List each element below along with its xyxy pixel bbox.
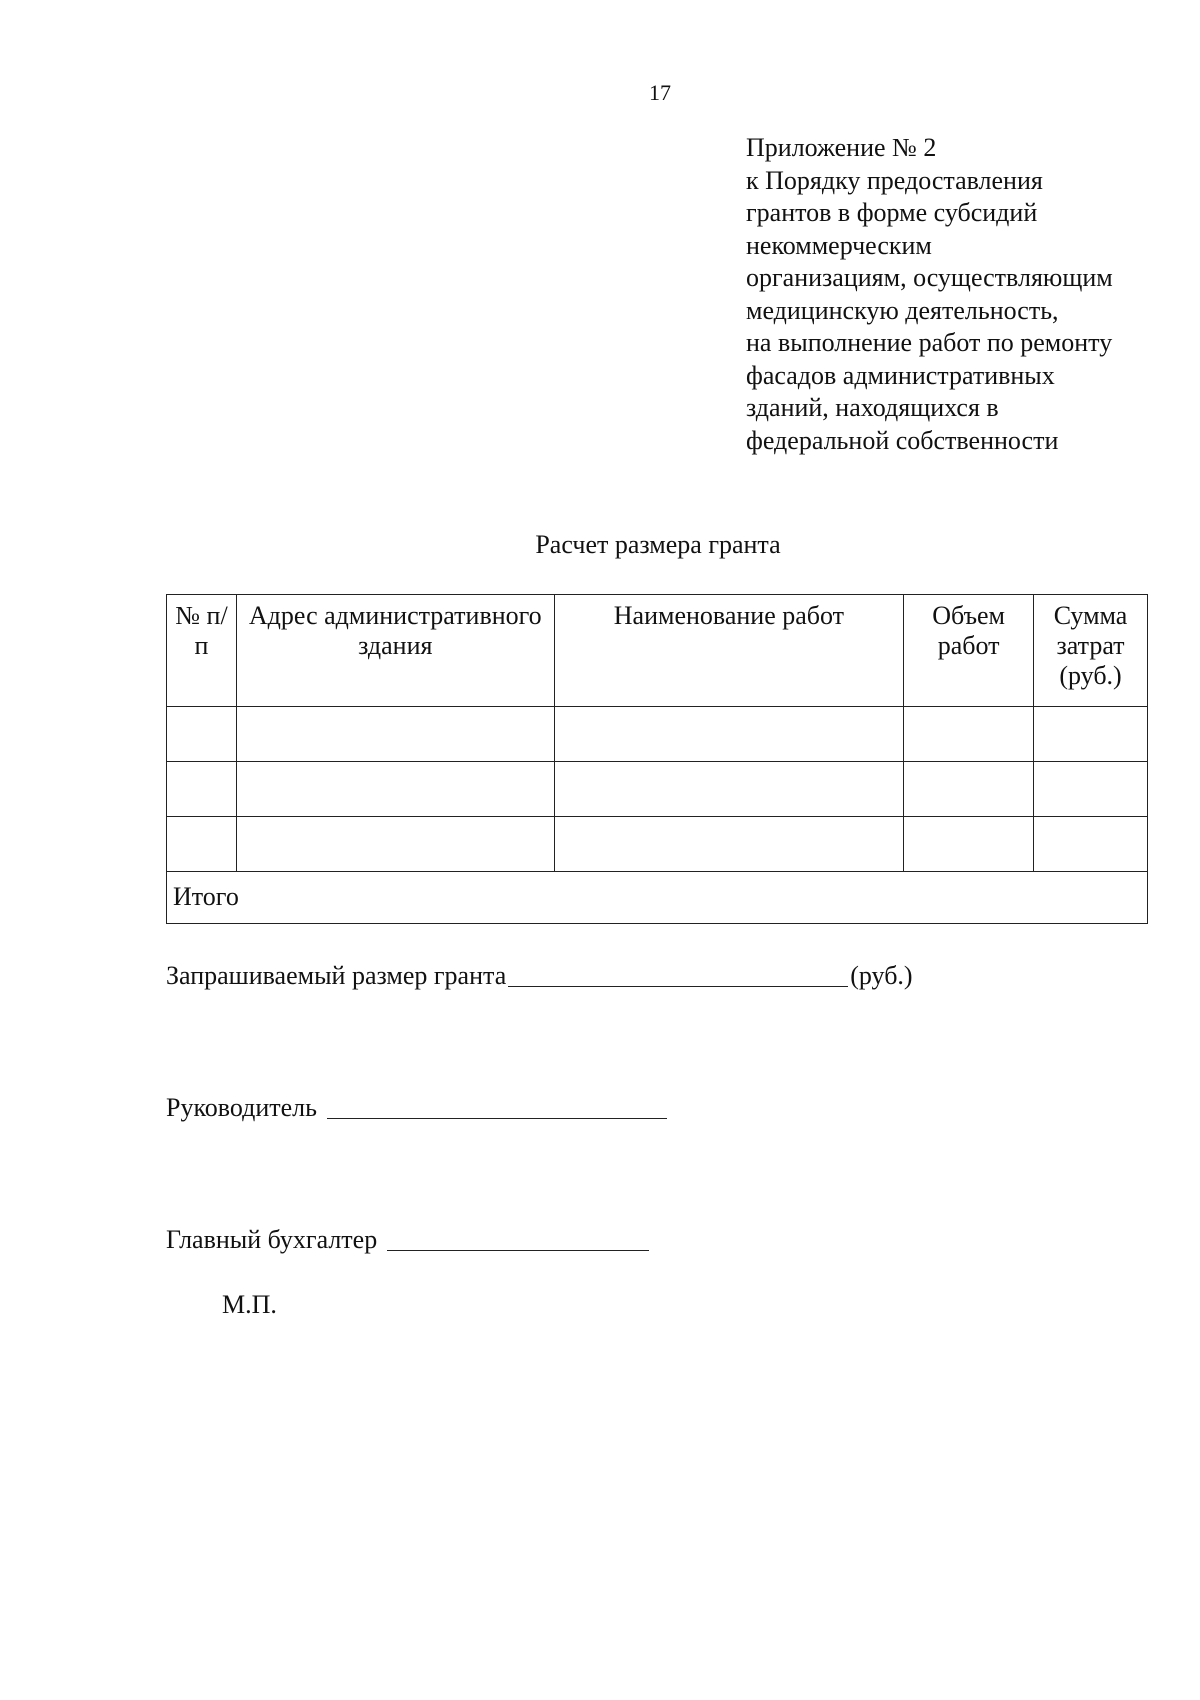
- requested-grant-field[interactable]: [508, 960, 848, 987]
- stamp-label: М.П.: [222, 1290, 277, 1319]
- table-row: [167, 707, 1148, 762]
- accountant-label: Главный бухгалтер: [166, 1225, 378, 1254]
- header-address: Адрес административного здания: [236, 595, 554, 707]
- table-cell[interactable]: [1034, 707, 1148, 762]
- document-title: Расчет размера гранта: [535, 530, 781, 559]
- appendix-line: медицинскую деятельность,: [746, 295, 1059, 325]
- table-cell[interactable]: [904, 817, 1034, 872]
- table-cell[interactable]: [554, 707, 904, 762]
- accountant-signature-field[interactable]: [387, 1224, 649, 1251]
- page-number: 17: [649, 80, 671, 105]
- table-row: [167, 762, 1148, 817]
- table-cell[interactable]: [1034, 817, 1148, 872]
- table-cell[interactable]: [236, 762, 554, 817]
- table-cell[interactable]: [1034, 762, 1148, 817]
- table-header-row: [167, 595, 1148, 707]
- table-row: [167, 817, 1148, 872]
- table-cell[interactable]: [554, 817, 904, 872]
- director-signature-line: [166, 1092, 669, 1123]
- appendix-line: на выполнение работ по ремонту: [746, 328, 1113, 357]
- table-cell[interactable]: [167, 707, 237, 762]
- table-cell[interactable]: [236, 817, 554, 872]
- table-cell[interactable]: [904, 707, 1034, 762]
- appendix-line: Приложение № 2: [746, 133, 937, 162]
- requested-grant-line: [166, 960, 913, 991]
- appendix-line: некоммерческим: [746, 230, 932, 260]
- header-work-name: Наименование работ: [554, 595, 904, 707]
- appendix-line: федеральной собственности: [746, 425, 1059, 455]
- requested-grant-label: Запрашиваемый размер гранта: [166, 961, 507, 990]
- accountant-signature-line: [166, 1224, 651, 1255]
- table-cell[interactable]: [236, 707, 554, 762]
- table-total-row: [167, 872, 1148, 924]
- appendix-line: грантов в форме субсидий: [746, 198, 1038, 227]
- table-cell[interactable]: [554, 762, 904, 817]
- director-label: Руководитель: [166, 1093, 317, 1122]
- header-cost: Сумма затрат (руб.): [1034, 595, 1148, 707]
- header-number: № п/п: [167, 595, 237, 707]
- total-label: Итого: [167, 872, 1148, 924]
- appendix-line: организациям, осуществляющим: [746, 263, 1113, 292]
- header-volume: Объем работ: [904, 595, 1034, 707]
- appendix-line: к Порядку предоставления: [746, 165, 1043, 195]
- appendix-line: фасадов административных: [746, 360, 1055, 390]
- table-cell[interactable]: [167, 817, 237, 872]
- director-signature-field[interactable]: [327, 1092, 667, 1119]
- requested-grant-unit: (руб.): [850, 961, 913, 990]
- table-cell[interactable]: [167, 762, 237, 817]
- grant-calculation-table: [166, 594, 1148, 924]
- table-cell[interactable]: [904, 762, 1034, 817]
- appendix-line: зданий, находящихся в: [746, 393, 999, 422]
- appendix-block: [746, 132, 1166, 457]
